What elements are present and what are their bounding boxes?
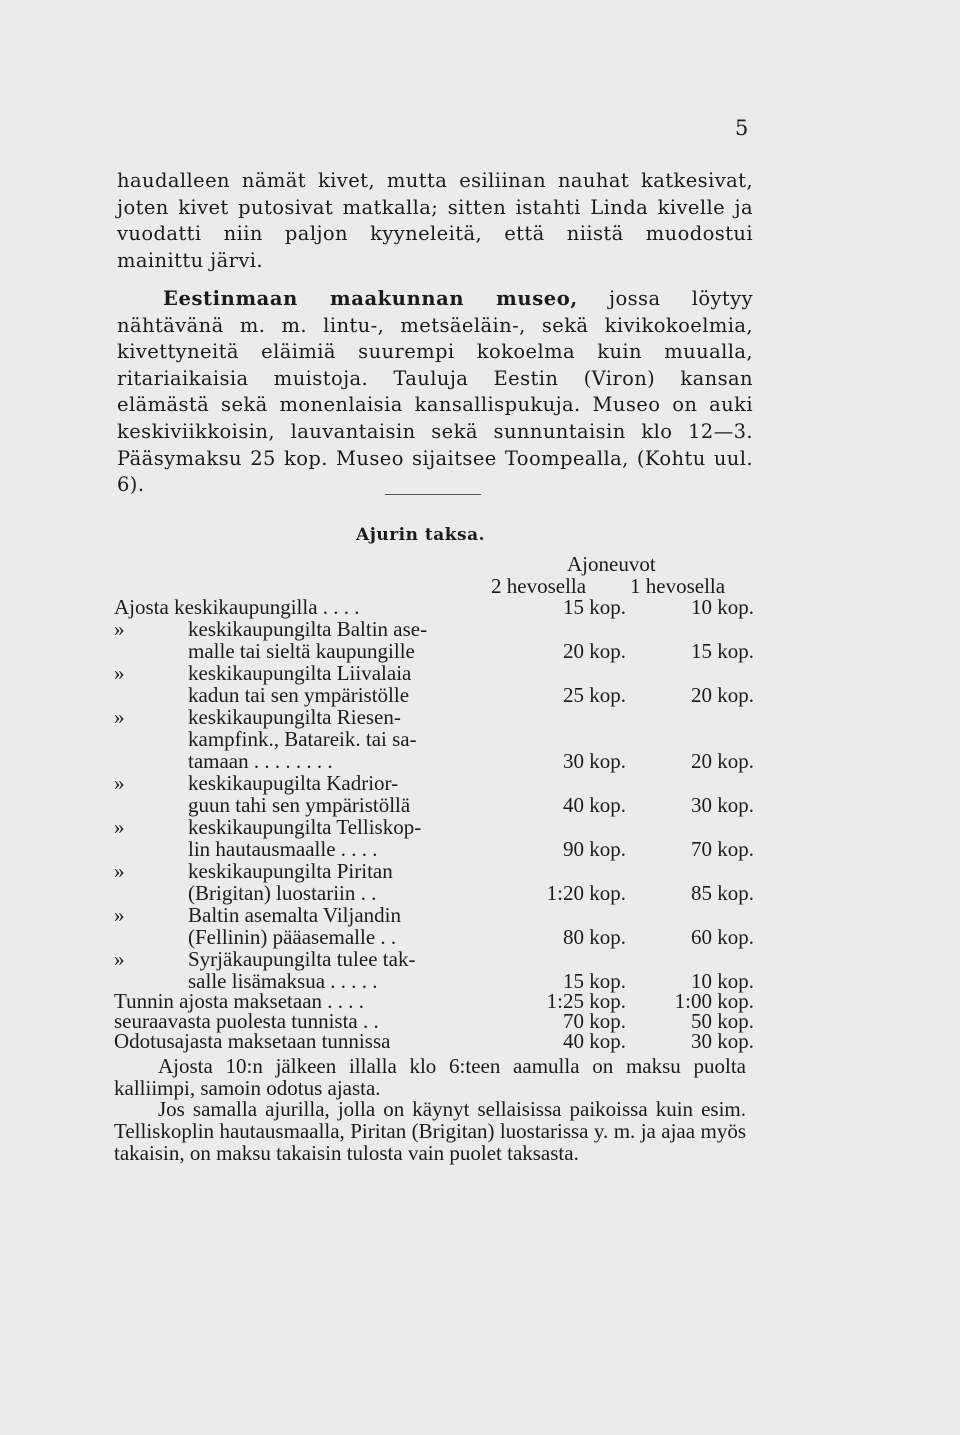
price-two-horses: 80 kop.	[563, 925, 626, 949]
price-one-horse: 10 kop.	[691, 969, 754, 993]
tariff-line	[114, 948, 754, 970]
tariff-line-label: tamaan . . . . . . . .	[188, 749, 333, 773]
price-one-horse: 20 kop.	[691, 683, 754, 707]
price-two-horses: 30 kop.	[563, 749, 626, 773]
price-two-horses: 40 kop.	[563, 793, 626, 817]
tariff-line	[114, 772, 754, 794]
price-two-horses: 15 kop.	[563, 595, 626, 619]
tariff-line	[114, 926, 754, 948]
price-one-horse: 50 kop.	[691, 1009, 754, 1033]
section-divider	[385, 494, 481, 495]
price-one-horse: 70 kop.	[691, 837, 754, 861]
tariff-line	[114, 794, 754, 816]
tariff-line	[114, 640, 754, 662]
price-two-horses: 20 kop.	[563, 639, 626, 663]
tariff-line-label: (Brigitan) luostariin . .	[188, 881, 377, 905]
tariff-line-label: Baltin asemalta Viljandin	[188, 903, 401, 927]
tariff-line-label: Syrjäkaupungilta tulee tak-	[188, 947, 416, 971]
tariff-line	[114, 882, 754, 904]
tariff-line	[114, 706, 754, 728]
museum-text: jossa löytyy nähtävänä m. m. lintu-, metsäeläin-, sekä kivikokoelmia, kivettyneitä eläimiä suurempi kokoelma kuin muualla, ritariaikaisia muistoja. Tauluja Eestin (Viron) kansan elämästä sekä monenlaisia kansallispukuja. Museo on auki keskiviikkoisin, lauvantaisin sekä sunnuntaisin klo 12—3. Pääsymaksu 25 kop. Museo sijaitsee Toompealla, (Kohtu uul. 6).	[117, 287, 753, 497]
price-one-horse: 30 kop.	[691, 1029, 754, 1053]
tariff-line	[114, 728, 754, 750]
ditto-mark: »	[114, 771, 125, 795]
ditto-mark: »	[114, 859, 125, 883]
price-one-horse: 20 kop.	[691, 749, 754, 773]
price-two-horses: 25 kop.	[563, 683, 626, 707]
tariff-line	[114, 750, 754, 772]
ditto-mark: »	[114, 947, 125, 971]
price-one-horse: 10 kop.	[691, 595, 754, 619]
tariff-line-label: keskikaupungilta Piritan	[188, 859, 393, 883]
tariff-line-label: lin hautausmaalle . . . .	[188, 837, 378, 861]
tariff-line-label: kadun tai sen ympäristölle	[188, 683, 410, 707]
note-paragraph: Jos samalla ajurilla, jolla on käynyt sellaisissa paikoissa kuin esim. Telliskoplin hautausmaalla, Piritan (Brigitan) luostarissa y. m. ja ajaa myös takaisin, on maksu takaisin tulosta vain puolet taksasta.	[114, 1097, 746, 1165]
price-two-horses: 90 kop.	[563, 837, 626, 861]
ditto-mark: »	[114, 815, 125, 839]
tariff-line-label: malle tai sieltä kaupungille	[188, 639, 415, 663]
tariff-line	[114, 618, 754, 640]
ditto-mark: »	[114, 617, 125, 641]
tariff-line	[114, 596, 754, 618]
column-header-two-horses: 2 hevosella	[491, 574, 587, 598]
tariff-line	[114, 904, 754, 926]
price-one-horse: 60 kop.	[691, 925, 754, 949]
note-paragraph: Ajosta 10:n jälkeen illalla klo 6:teen aamulla on maksu puolta kalliimpi, samoin odotus ajasta.	[114, 1054, 746, 1100]
price-one-horse: 15 kop.	[691, 639, 754, 663]
price-two-horses: 40 kop.	[563, 1029, 626, 1053]
tariff-line-label: keskikaupungilta Liivalaia	[188, 661, 412, 685]
column-group-header: Ajoneuvot	[567, 552, 656, 576]
tariff-line-label: keskikaupungilta Telliskop-	[188, 815, 422, 839]
price-two-horses: 1:25 kop.	[546, 989, 626, 1013]
page-number: 5	[735, 116, 749, 140]
paragraph-linda-legend: haudalleen nämät kivet, mutta esiliinan nauhat katkesivat, joten kivet putosivat matkalla; sitten istahti Linda kivelle ja vuodatti niin paljon kyyneleitä, että niistä muodostui mainittu järvi.	[117, 169, 753, 272]
tariff-line	[114, 1030, 754, 1052]
tariff-line-label: salle lisämaksua . . . . .	[188, 969, 378, 993]
tariff-line-label: kampfink., Batareik. tai sa-	[188, 727, 417, 751]
tariff-line-label: Ajosta keskikaupungilla . . . .	[114, 595, 360, 619]
price-one-horse: 1:00 kop.	[674, 989, 754, 1013]
museum-lead: Eestinmaan maakunnan museo,	[163, 287, 578, 310]
tariff-line	[114, 662, 754, 684]
column-header-one-horse: 1 hevosella	[630, 574, 726, 598]
tariff-line	[114, 838, 754, 860]
tariff-line-label: guun tahi sen ympäristöllä	[188, 793, 411, 817]
paragraph-museum	[117, 286, 753, 499]
tariff-line-label: (Fellinin) pääasemalle . .	[188, 925, 397, 949]
ditto-mark: »	[114, 705, 125, 729]
tariff-line-label: keskikaupungilta Riesen-	[188, 705, 401, 729]
tariff-line-label: seuraavasta puolesta tunnista . .	[114, 1009, 379, 1033]
ditto-mark: »	[114, 903, 125, 927]
tariff-heading: Ajurin taksa.	[356, 525, 486, 545]
tariff-notes	[114, 1056, 746, 1165]
tariff-line	[114, 816, 754, 838]
price-two-horses: 15 kop.	[563, 969, 626, 993]
tariff-line-label: Tunnin ajosta maksetaan . . . .	[114, 989, 365, 1013]
tariff-line	[114, 860, 754, 882]
tariff-line	[114, 684, 754, 706]
tariff-line-label: keskikaupungilta Baltin ase-	[188, 617, 428, 641]
price-one-horse: 85 kop.	[691, 881, 754, 905]
price-two-horses: 70 kop.	[563, 1009, 626, 1033]
tariff-line-label: keskikaupugilta Kadrior-	[188, 771, 399, 795]
price-one-horse: 30 kop.	[691, 793, 754, 817]
price-two-horses: 1:20 kop.	[546, 881, 626, 905]
tariff-line-label: Odotusajasta maksetaan tunnissa	[114, 1029, 391, 1053]
ditto-mark: »	[114, 661, 125, 685]
